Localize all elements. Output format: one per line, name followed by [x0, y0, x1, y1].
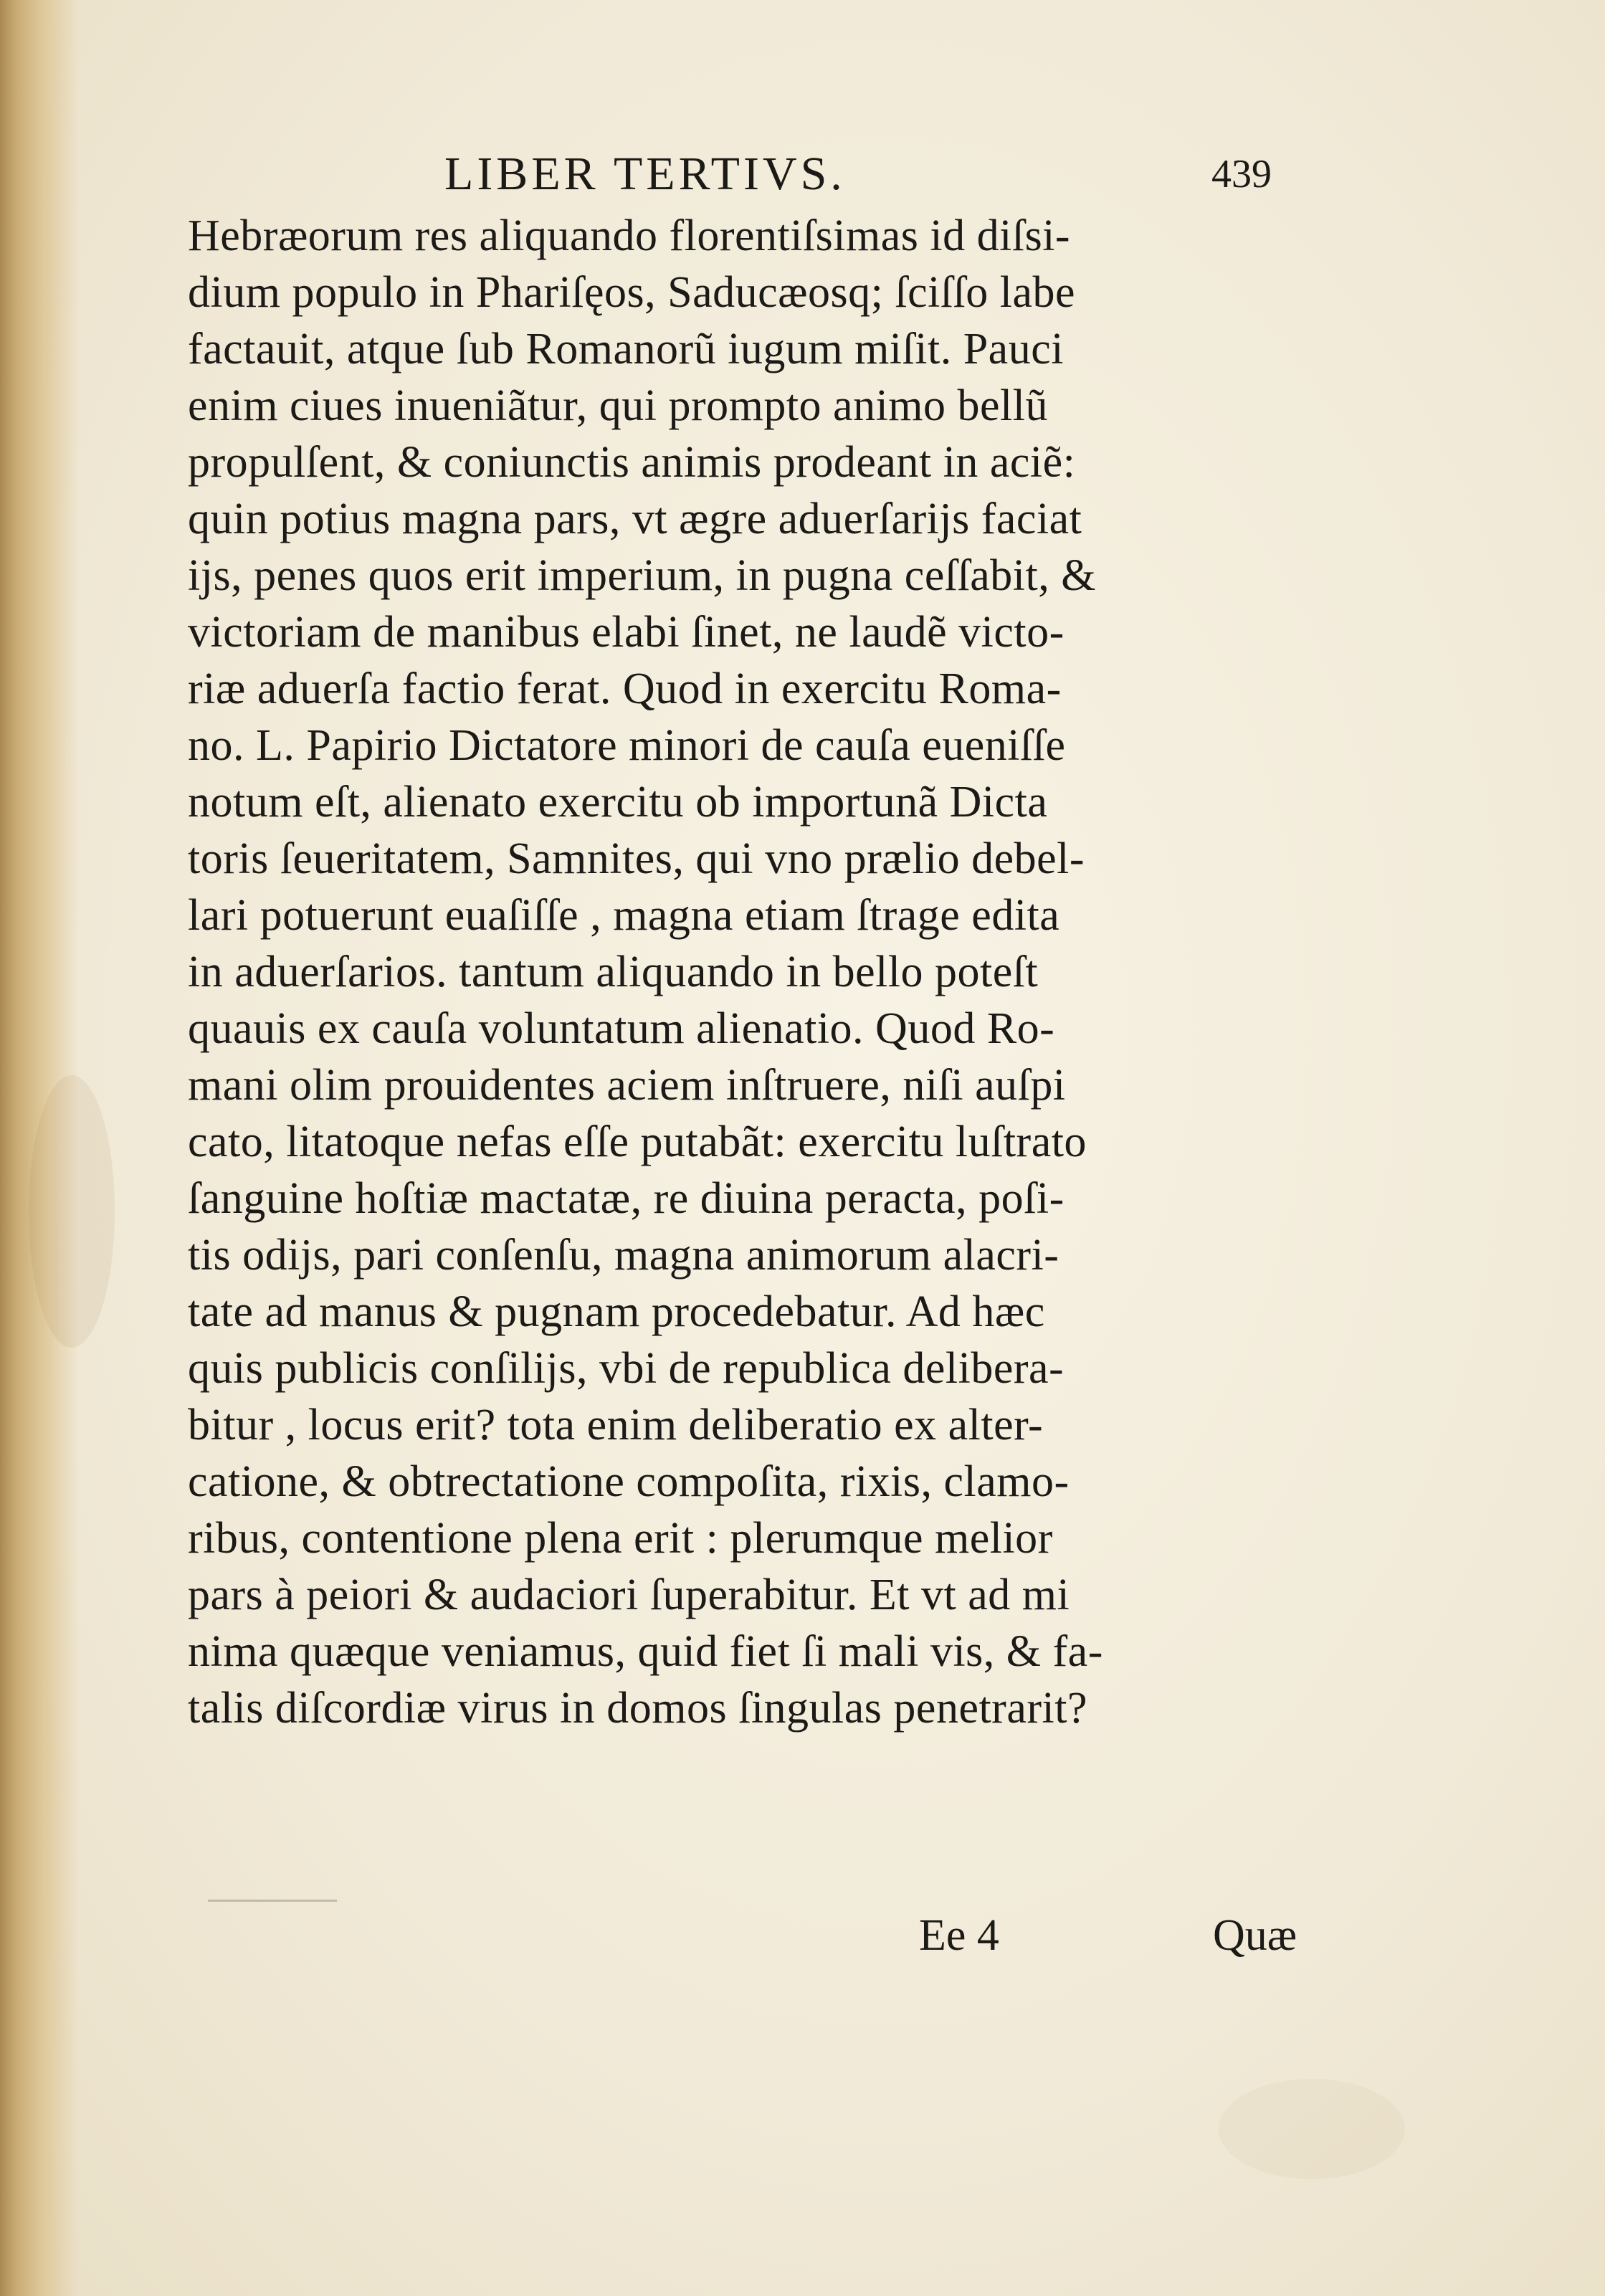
page-header	[444, 142, 1305, 206]
text-line: toris ſeueritatem, Samnites, qui vno prælio debel-	[188, 834, 1085, 883]
text-line: catione, & obtrectatione compoſita, rixis, clamo-	[188, 1457, 1070, 1506]
text-line: riæ aduerſa factio ferat. Quod in exercitu Roma-	[188, 664, 1062, 713]
signature-mark: Ee 4	[919, 1911, 999, 1960]
text-line: dium populo in Phariſęos, Saducæosq; ſciſſo labe	[188, 268, 1076, 317]
paper-stain	[1219, 2079, 1405, 2179]
text-line: in aduerſarios. tantum aliquando in bello poteſt	[188, 948, 1039, 996]
text-line: quis publicis conſilijs, vbi de republica delibera-	[188, 1344, 1065, 1393]
text-line: tate ad manus & pugnam procedebatur. Ad hæc	[188, 1287, 1045, 1336]
text-line: ribus, contentione plena erit : plerumque melior	[188, 1514, 1053, 1563]
text-line: propulſent, & coniunctis animis prodeant in aciẽ:	[188, 438, 1076, 487]
text-line: quauis ex cauſa voluntatum alienatio. Quod Ro-	[188, 1004, 1055, 1053]
text-line: cato, litatoque nefas eſſe putabãt: exercitu luſtrato	[188, 1118, 1087, 1166]
text-line: enim ciues inueniãtur, qui prompto animo bellũ	[188, 381, 1049, 430]
page-footer	[188, 1903, 1320, 1968]
text-line: lari potuerunt euaſiſſe , magna etiam ſtrage edita	[188, 891, 1060, 940]
text-line: bitur , locus erit? tota enim deliberatio ex alter-	[188, 1401, 1044, 1449]
text-line: Hebræorum res aliquando florentiſsimas id diſsi-	[188, 211, 1071, 260]
text-line: mani olim prouidentes aciem inſtruere, niſi auſpi	[188, 1061, 1066, 1110]
text-line: victoriam de manibus elabi ſinet, ne laudẽ victo-	[188, 608, 1065, 657]
text-line: ijs, penes quos erit imperium, in pugna ceſſabit, &	[188, 551, 1096, 600]
catchword: Quæ	[1213, 1911, 1297, 1960]
page-number: 439	[1211, 152, 1272, 196]
body-text	[188, 208, 1320, 1737]
text-line: notum eſt, alienato exercitu ob importunã Dicta	[188, 778, 1048, 827]
text-line: nima quæque veniamus, quid fiet ſi mali vis, & fa-	[188, 1627, 1103, 1676]
text-line: no. L. Papirio Dictatore minori de cauſa eueniſſe	[188, 721, 1066, 770]
text-line: tis odijs, pari conſenſu, magna animorum alacri-	[188, 1231, 1059, 1280]
text-line: factauit, atque ſub Romanorũ iugum miſit. Pauci	[188, 325, 1064, 373]
text-line: ſanguine hoſtiæ mactatæ, re diuina peracta, poſi-	[188, 1174, 1065, 1223]
paper-stain	[29, 1075, 115, 1348]
faint-rule	[208, 1900, 337, 1902]
text-line: quin potius magna pars, vt ægre aduerſarijs faciat	[188, 495, 1082, 543]
text-line: pars à peiori & audaciori ſuperabitur. Et vt ad mi	[188, 1571, 1070, 1619]
text-line: talis diſcordiæ virus in domos ſingulas penetrarit?	[188, 1684, 1087, 1733]
running-title: LIBER TERTIVS.	[444, 148, 846, 200]
